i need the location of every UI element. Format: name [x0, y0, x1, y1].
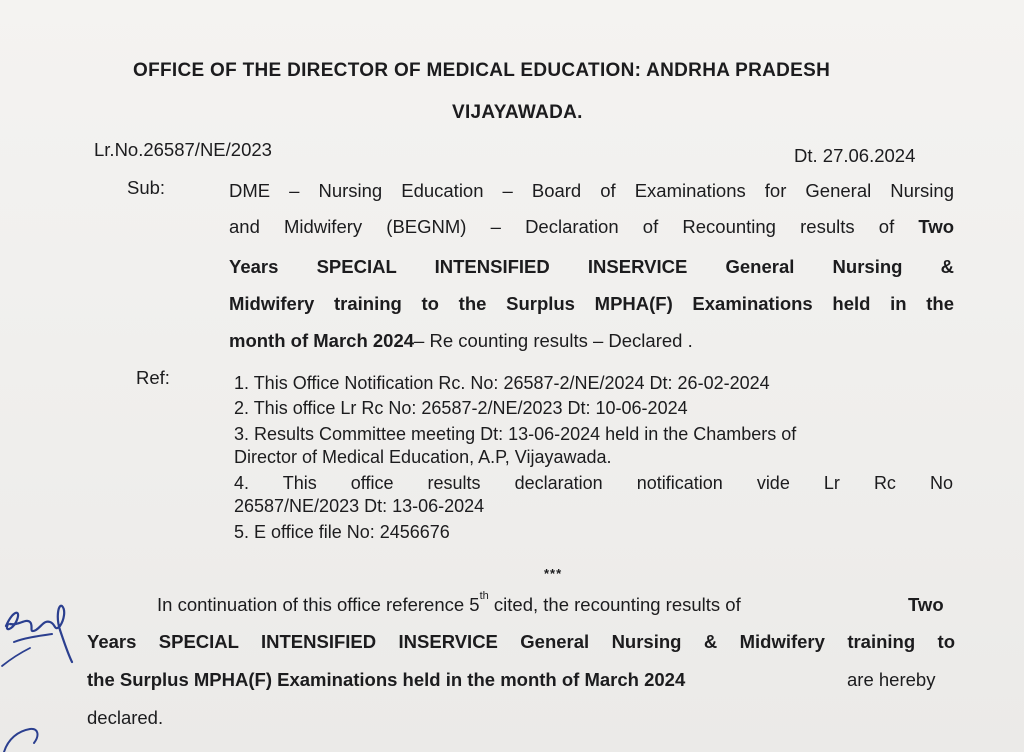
letter-date: Dt. 27.06.2024	[794, 145, 916, 166]
paragraph-line-1-a: In continuation of this office reference 5	[157, 594, 480, 615]
section-separator: ***	[544, 566, 563, 581]
subject-line-2-bold: Two	[918, 216, 955, 237]
subject-line-2	[229, 216, 954, 238]
paragraph-line-1-b: cited, the recounting results of	[488, 594, 741, 615]
paragraph-line-3-end: are hereby	[847, 669, 936, 690]
subject-line-5-text: – Re counting results – Declared .	[414, 330, 693, 351]
paragraph-line-3	[87, 669, 685, 691]
letter-number: Lr.No.26587/NE/2023	[94, 139, 272, 160]
paragraph-line-4: declared.	[87, 707, 164, 728]
subject-line-4: Midwifery training to the Surplus MPHA(F) Examinations held in the	[229, 293, 954, 314]
office-heading: OFFICE OF THE DIRECTOR OF MEDICAL EDUCATION: ANDRHA PRADESH	[133, 60, 831, 81]
handwritten-mark	[0, 715, 45, 752]
ref-item-2: 2. This office Lr Rc No: 26587-2/NE/2023 Dt: 10-06-2024	[234, 398, 688, 418]
subject-line-3: Years SPECIAL INTENSIFIED INSERVICE General Nursing &	[229, 256, 954, 277]
paragraph-superscript: th	[479, 590, 489, 602]
ref-item-3: 3. Results Committee meeting Dt: 13-06-2024 held in the Chambers of	[234, 424, 797, 444]
subject-line-2-text: and Midwifery (BEGNM) – Declaration of Recounting results of	[229, 216, 895, 237]
ref-item-5: 5. E office file No: 2456676	[234, 522, 450, 542]
ref-item-4-cont: 26587/NE/2023 Dt: 13-06-2024	[234, 496, 485, 516]
ref-item-4: 4. This office results declaration notification vide Lr Rc No	[234, 473, 953, 493]
ref-label: Ref:	[136, 367, 170, 388]
office-city: VIJAYAWADA.	[452, 102, 583, 123]
subject-line-5-bold: month of March 2024	[229, 330, 415, 351]
ref-item-1: 1. This Office Notification Rc. No: 26587-2/NE/2024 Dt: 26-02-2024	[234, 373, 770, 393]
ref-item-3-cont: Director of Medical Education, A.P, Vijayawada.	[234, 447, 612, 467]
subject-line-5	[229, 330, 693, 352]
handwritten-signature	[0, 596, 80, 686]
paragraph-line-3-bold: the Surplus MPHA(F) Examinations held in the month of March 2024	[87, 669, 686, 690]
paragraph-line-1	[157, 590, 741, 616]
subject-label: Sub:	[127, 177, 166, 198]
subject-line-1: DME – Nursing Education – Board of Examinations for General Nursing	[229, 180, 954, 201]
paragraph-line-1-bold: Two	[908, 594, 944, 615]
paragraph-line-2: Years SPECIAL INTENSIFIED INSERVICE General Nursing & Midwifery training to	[87, 631, 955, 652]
